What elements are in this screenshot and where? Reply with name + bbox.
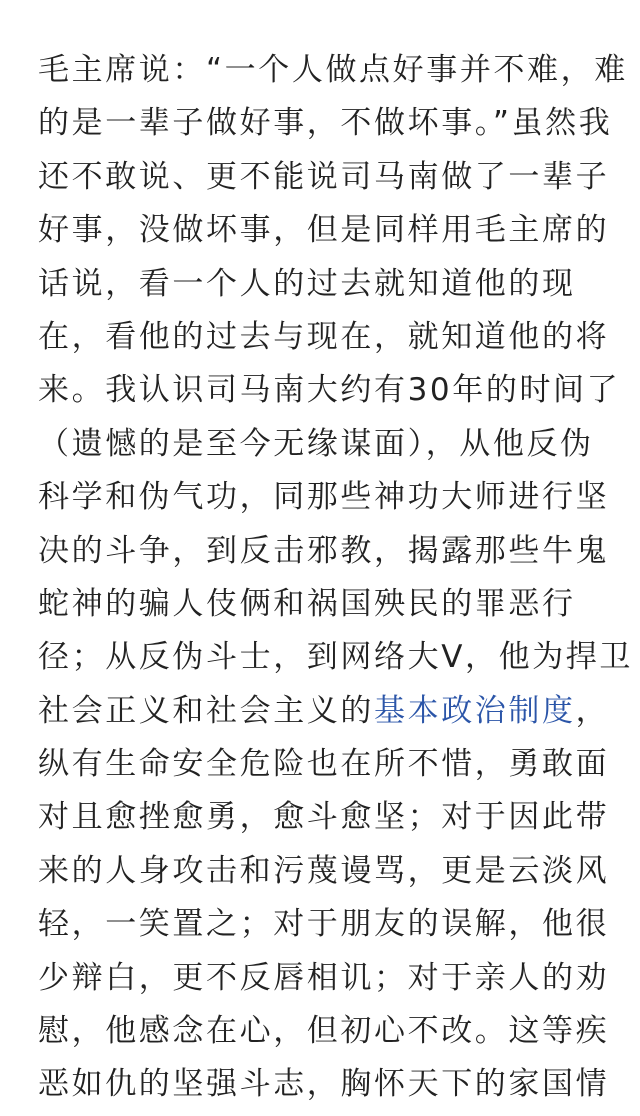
text-line-6: 在，看他的过去与现在，就知道他的将 <box>38 318 610 355</box>
political-system-link[interactable]: 基本政治制度 <box>374 692 576 729</box>
text-line-4: 好事，没做坏事，但是同样用毛主席的 <box>38 212 610 249</box>
text-line-10: 决的斗争，到反击邪教，揭露那些牛鬼 <box>38 532 610 569</box>
text-line-20: 恶如仇的坚强斗志，胸怀天下的家国情 <box>38 1066 610 1103</box>
text-line-2: 的是一辈子做好事，不做坏事。”虽然我 <box>38 105 613 142</box>
text-line-11: 蛇神的骗人伎俩和祸国殃民的罪恶行 <box>38 585 576 622</box>
text-line-16: 来的人身攻击和污蔑谩骂，更是云淡风 <box>38 852 610 889</box>
text-line-9: 科学和伪气功，同那些神功大师进行坚 <box>38 479 610 516</box>
text-line-8: （遗憾的是至今无缘谋面），从他反伪 <box>38 425 594 462</box>
text-line-15: 对且愈挫愈勇，愈斗愈坚；对于因此带 <box>38 799 610 836</box>
text-line-17: 轻，一笑置之；对于朋友的误解，他很 <box>38 906 610 943</box>
text-line-1: 毛主席说：“一个人做点好事并不难，难 <box>38 52 628 88</box>
text-line-14: 纵有生命安全危险也在所不惜，勇敢面 <box>38 746 610 783</box>
article-paragraph <box>38 44 634 1112</box>
text-line-5: 话说，看一个人的过去就知道他的现 <box>38 265 576 302</box>
text-line-13 <box>38 685 628 738</box>
text-line-13-after: ， <box>575 692 610 729</box>
text-line-3: 还不敢说、更不能说司马南做了一辈子 <box>38 158 610 195</box>
text-line-12: 径；从反伪斗士，到网络大V，他为捍卫 <box>38 639 634 676</box>
text-line-18: 少辩白，更不反唇相讥；对于亲人的劝 <box>38 959 610 996</box>
text-line-19: 慰，他感念在心，但初心不改。这等疾 <box>38 1013 610 1050</box>
text-line-13-before: 社会正义和社会主义的 <box>38 692 374 729</box>
text-line-7: 来。我认识司马南大约有30年的时间了 <box>38 372 621 409</box>
